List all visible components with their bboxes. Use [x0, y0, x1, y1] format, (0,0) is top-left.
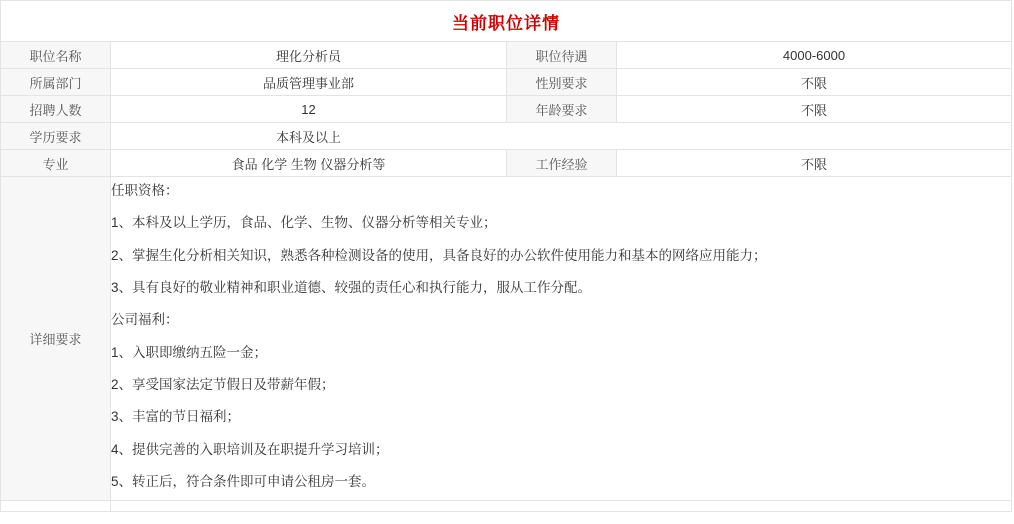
table-row [1, 42, 1012, 69]
detail-requirements-body [111, 177, 1012, 501]
detail-line: 公司福利： [111, 312, 179, 328]
detail-line: 2、享受国家法定节假日及带薪年假； [111, 377, 335, 393]
education-label: 学历要求 [1, 123, 111, 150]
education-value: 本科及以上 [111, 123, 1012, 150]
detail-line: 1、入职即缴纳五险一金； [111, 344, 268, 360]
department-value: 品质管理事业部 [111, 69, 507, 96]
detail-line: 2、掌握生化分析相关知识，熟悉各种检测设备的使用，具备良好的办公软件使用能力和基本的网络应用能力； [111, 247, 767, 263]
title-row [1, 1, 1012, 42]
salary-value: 4000-6000 [617, 42, 1012, 69]
detail-line: 3、丰富的节日福利； [111, 409, 241, 425]
job-name-label: 职位名称 [1, 42, 111, 69]
detail-line: 3、具有良好的敬业精神和职业道德、较强的责任心和执行能力，服从工作分配。 [111, 280, 592, 296]
detail-requirements-label: 详细要求 [1, 177, 111, 501]
headcount-value: 12 [111, 96, 507, 123]
age-value: 不限 [617, 96, 1012, 123]
table-row [1, 150, 1012, 177]
table-row [1, 123, 1012, 150]
gender-label: 性别要求 [507, 69, 617, 96]
footer-cell-left [1, 501, 111, 512]
experience-label: 工作经验 [507, 150, 617, 177]
table-row [1, 69, 1012, 96]
department-label: 所属部门 [1, 69, 111, 96]
experience-value: 不限 [617, 150, 1012, 177]
gender-value: 不限 [617, 69, 1012, 96]
table-row [1, 96, 1012, 123]
table-footer-row [1, 501, 1012, 512]
major-value: 食品 化学 生物 仪器分析等 [111, 150, 507, 177]
detail-row [1, 177, 1012, 501]
footer-cell-right [111, 501, 1012, 512]
age-label: 年龄要求 [507, 96, 617, 123]
detail-line: 1、本科及以上学历，食品、化学、生物、仪器分析等相关专业； [111, 215, 497, 231]
detail-line: 5、转正后，符合条件即可申请公租房一套。 [111, 474, 376, 490]
major-label: 专业 [1, 150, 111, 177]
salary-label: 职位待遇 [507, 42, 617, 69]
detail-line: 4、提供完善的入职培训及在职提升学习培训； [111, 441, 389, 457]
page-title: 当前职位详情 [1, 1, 1012, 42]
detail-line: 任职资格： [111, 183, 179, 198]
headcount-label: 招聘人数 [1, 96, 111, 123]
job-name-value: 理化分析员 [111, 42, 507, 69]
